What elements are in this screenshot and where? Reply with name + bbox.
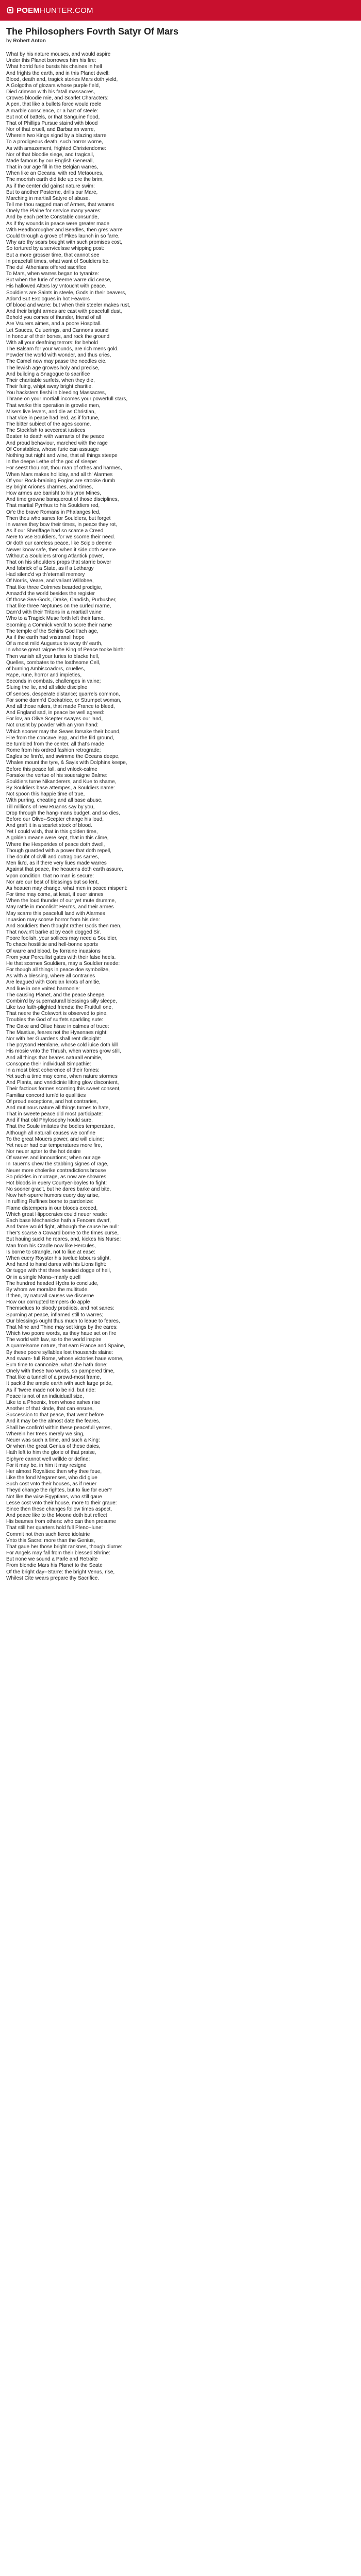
poem-line: When like an Oceans, with red Metaoures, [6, 171, 104, 177]
poem-line: Then thou who sanes for Souldiers, but forget [6, 515, 111, 521]
poem-line: Or tugge with that three headed dogge of hell, [6, 1268, 111, 1274]
poem-line: With purring, cheating and all base abuse, [6, 798, 103, 804]
poem-line: Of sences, desperate distance; quarrels common, [6, 691, 120, 697]
poem-line: Since then these changes follow times aspect, [6, 1506, 112, 1512]
poem-line: Or'e the brave Romans in Phalanges led, [6, 509, 101, 515]
poem-line: Is borne to strangle, not to liue at ease: [6, 1249, 95, 1255]
poem-line: Newer know safe, then when it side doth seeme [6, 547, 116, 553]
poem-line: Or doth our careless peace, like Scipio deeme [6, 540, 112, 547]
poem-line: Though guarded with a power that doth repell, [6, 848, 112, 854]
site-header [0, 0, 361, 21]
poem-line: Forsake the vertue of his soueraigne Balme: [6, 772, 108, 778]
poem-line: That neere the Colewort is observed to pine, [6, 1011, 108, 1017]
poem-line: Such cost vnto their houses, as if neuer [6, 1481, 97, 1487]
poem-line: Of Norris, Veare, and valiant Willobee, [6, 578, 94, 584]
logo-text-bold: POEM [17, 6, 40, 15]
poem-line: To a prodigeous death, such horror worne, [6, 139, 103, 145]
poem-line: Which great Hippocrates could neuer reade: [6, 1211, 107, 1217]
poem-line: For it may be, in him it may resigne [6, 1462, 87, 1468]
poem-line: A golden meane were kept, that in this clime, [6, 835, 109, 841]
poem-line: Men liu'd, as if there very liues made warres [6, 860, 107, 867]
poem-line: Of your Rock-braining Engins are strooke dumb [6, 478, 116, 484]
poem-line: Their factious formes scorning this sweet consent, [6, 1086, 121, 1092]
poem-line: Familiar concord turn'd to quallities [6, 1092, 86, 1098]
poem-line: From your Percullist gates with their false heels. [6, 954, 116, 960]
poem-line: From blondie Mars his Planet to the Seate [6, 1563, 103, 1569]
poem-line: By bright Ariones charmes, and times, [6, 484, 93, 490]
poem-line: For time may come, at least, if euer sinnes [6, 892, 104, 898]
poem-line: That like a tunnell of a prowd-most frame, [6, 1375, 101, 1381]
poem-line: To Mars, when warres began to tyranize: [6, 271, 100, 277]
poem-line: Who to a Tragick Muse forth left their fame, [6, 616, 105, 622]
poem-line: Vpon condition, that no man is secure: [6, 873, 94, 879]
poem-line: That martial Pyrrhus to his Souldiers red, [6, 503, 100, 509]
poem-line: Scorning a Comnick verdit to score their name [6, 622, 112, 628]
poem-line: Like to a Phoenix, from whose ashes rise [6, 1399, 101, 1405]
poem-line: In a most blest coherence of their fomes: [6, 1067, 100, 1073]
poem-line: Of warres and innouations; when our age [6, 1155, 101, 1161]
poem-line: That vice in peace had lerd, as if fortune, [6, 415, 100, 421]
poem-line: Which sooner may the Seaes forsake their bound, [6, 728, 121, 735]
poem-line: Drop through the hang-mans budget, and so dies, [6, 810, 120, 816]
poem-line: And fabrick of a State, as if a Lethargy [6, 566, 94, 572]
poem-line: Nor with her Guardens shall rent dispight: [6, 1036, 101, 1042]
poem-line: Marching in martiall Satyre of abuse. [6, 195, 90, 201]
poem-line: Are leagued with Gordian knots of amitie, [6, 979, 101, 986]
poem-line: When the loud thunder of our yet mute drumme, [6, 898, 116, 904]
poem-line: With Headborougher and Beadles, then gres warre [6, 227, 123, 233]
poem-line: Inuasion may scorse horror from his den: [6, 917, 100, 923]
poem-line: And building a Snagogue to sacrifice [6, 371, 90, 377]
poem-line: So prickles in murrage, as now are showres [6, 1174, 106, 1180]
poem-line: To the great Mouers power, and will diuine; [6, 1136, 104, 1142]
poem-line: The lewish age growes holy and precise, [6, 365, 100, 371]
poem-line: The Stockfish to sevcerest iustices [6, 428, 86, 434]
poem-line: Now heh-spurre humors euery day arise, [6, 1193, 100, 1199]
poem-line: As with amazement, frighted Christendome: [6, 145, 106, 151]
poem-line: May scarre this peacefull land with Alarmes [6, 910, 105, 917]
poem-line: With all your deafning terrors: for behold [6, 340, 98, 346]
poem-line: In the deepe Lethe of the god of sleepe: [6, 459, 97, 465]
poem-line: Or when the great Genius of these daies, [6, 1444, 101, 1450]
poem-line: Tell me thou ragged man of Armes, that weares [6, 202, 114, 208]
poem-line: As if the center did gainst nature swim: [6, 183, 95, 189]
poem-line: Peace is not of an indiuiduall size, [6, 1393, 84, 1399]
poem-line: But when the furie of steerne warre did cease, [6, 277, 112, 283]
poem-line: Whilest Cite wears prepare thy Sacrifice. [6, 1575, 100, 1581]
poem-line: Behold you comes of thunder, friend of all [6, 315, 102, 321]
poem-line: His beames from others: who can then presume [6, 1519, 116, 1525]
poem-line: Crowes bloodie mie, and Scarlet Characters: [6, 95, 109, 101]
poem-line: Onely the Plaine for service many yeares: [6, 208, 102, 214]
poem-line: Blood, death and, tragick stories Mars doth yield, [6, 76, 118, 82]
poem-line: Or in a single Mona--manly quell [6, 1274, 80, 1280]
poem-line: Troubles the God of surfets sparkling sute: [6, 1017, 104, 1023]
poem-line: Onely with these two words, so pampered time, [6, 1368, 115, 1375]
poem-line: Rape, rune, horror and impieties, [6, 672, 82, 679]
poem-line: The world with law, so to the world inspire [6, 1337, 102, 1343]
poem-line: What horrid furie bursts his chaines in hell [6, 64, 102, 70]
poem-line: Eu'n time to cannonize, what she hath done: [6, 1362, 108, 1368]
poem-line: The doubt of civill and outragious sarres, [6, 854, 100, 860]
poem-line: Eagles be finn'd, and swimme the Oceans deepe, [6, 754, 120, 760]
poem-line: A marble conscience, or a hart of steele: [6, 108, 99, 114]
poem-line: And Plants, and vnridicinie lifting glow discontent, [6, 1080, 119, 1086]
poem-line: Siphyre cannot well wrillde or define: [6, 1456, 90, 1462]
poem-line: But to another Posterne, drills our Mare, [6, 189, 98, 195]
poem-line: Wherein two Kings signd by a blazing starre [6, 133, 107, 139]
poem-body [6, 52, 355, 1582]
poem-line: Could through a grove of Pikes launch in so farre. [6, 233, 120, 239]
poem-line: A pen, that like a bullets force would reele [6, 101, 102, 108]
poem-line: Before our Olive--Scepter change his loud, [6, 816, 104, 822]
poem-line: And England sad, in peace be well agreed: [6, 710, 105, 716]
poem-line: And hand to hand dares with his Lions fight: [6, 1262, 107, 1268]
poem-line: But not of battels, or that Sanguine flood, [6, 114, 100, 120]
logo-icon [7, 7, 13, 13]
poem-line: In warres they bow their times, in peace they rot, [6, 521, 118, 528]
poem-line: That like three Colmnes bearded prodigie, [6, 584, 103, 590]
poem-line: Yet I could wish, that in this golden time, [6, 829, 98, 835]
poem-line: Till millions of new Ruanns say by you, [6, 804, 95, 810]
poem-line: The dull Athenians offered sacrifice [6, 264, 87, 270]
poem-line: Nor of that bloodie siege, and tragicall, [6, 151, 94, 158]
poem-line: Of proud exceptions, and hot contraries, [6, 1098, 98, 1105]
poem-line: Like two faith-plighted friends: the Fruitfull one, [6, 1005, 113, 1011]
poem-line: Neuer more cholerike contradictions brouse [6, 1167, 106, 1174]
poem-title: The Philosophers Fovrth Satyr Of Mars [6, 26, 179, 37]
poem-line: Not like the wise Egyptians, who still gaue [6, 1494, 102, 1500]
poem-line: That in our age fill in the Belgian warres, [6, 164, 99, 171]
poem-line: And time growne banquerout of those disciplines, [6, 497, 119, 503]
poem-line: That Mine and Thine may set kings by the eares: [6, 1324, 118, 1330]
poem-line: As if the earth had vnstranall hope [6, 634, 85, 640]
poem-content [0, 21, 361, 1582]
poem-line: For lov, an Olive Scepter swayes our land, [6, 716, 103, 722]
poem-line: Made famous by our English Generall, [6, 158, 94, 164]
poem-line: The Mastiue, feares not the Hyaenaes night: [6, 1029, 108, 1036]
poem-line: Are Vsurers aimes, and a poore Hospitall. [6, 321, 102, 327]
poem-line: Rome from his ordred fashion retrograde; [6, 748, 101, 754]
poem-line: Although all naturall causes we confine [6, 1130, 95, 1136]
poem-line: Fire from the concave lepp, and the fild ground, [6, 735, 114, 741]
poem-line: He that scornes Souldiers, may a Souldier neede: [6, 960, 120, 967]
poem-line: Like the fond Megarenses, who did giue [6, 1475, 97, 1481]
poem-line: Sluing the lie, and all slide disciplne [6, 685, 88, 691]
poem-line: Consopne their individuall Simpathie: [6, 1061, 91, 1067]
poem-line: Dam'd with their Tritons in a martiall vaine [6, 609, 102, 616]
poem-line: As heauen may change, what men in peace mispent: [6, 885, 128, 891]
poem-line: In peacefull times, what want of Souldiers be. [6, 258, 110, 264]
poem-line: As with a blessing, where all contraries [6, 973, 95, 979]
poem-line: of burning Ambiscoadors, cruelles, [6, 666, 85, 672]
logo-text-thin: HUNTER.COM [39, 6, 93, 15]
poem-line: Not crusht by powder with an yron hand: [6, 722, 99, 728]
poem-line: That the Soule imitates the bodies temperature, [6, 1124, 115, 1130]
poem-line: Of a most mild Augustus to sway th' earth, [6, 641, 103, 647]
poem-line: Nor neuer apter to the hot desire [6, 1149, 81, 1155]
poem-line: Seconds in combats, challenges in vaine; [6, 679, 101, 685]
poem-line: No sooner grac't, but he dares barke and bite, [6, 1187, 111, 1193]
poem-line: Ther's scarse a Coward borne to the times curse, [6, 1230, 119, 1236]
poem-line: As if thy wounds in peace were greater made [6, 221, 110, 227]
poem-line: And swarn- full Rome, whose victories haue worne, [6, 1355, 124, 1362]
poem-line: Why are thy scars bought with such promises cost, [6, 240, 123, 246]
poem-line: Nor of that cruell, and Barbarian warre, [6, 127, 95, 133]
poem-line: Commit not then such fierce idolatrie [6, 1531, 90, 1537]
poem-line: Powder the world with wonder, and thus cries, [6, 352, 111, 359]
poem-line: The bitter subiect of the ages scorne. [6, 421, 91, 428]
poem-line: By whom we moralize the multitude. [6, 1286, 89, 1293]
poem-line: Where the Hesperides of peace doth dwell, [6, 841, 105, 848]
poem-line: In ruffling Ruffines borne to pardonize: [6, 1199, 94, 1205]
poem-line: And their bright armes are cast with peacefull dust, [6, 309, 122, 315]
poem-line: Of warre and blood, by forraine inuasions [6, 948, 101, 954]
poem-line: Our blessings ought thus much to leaue to feares, [6, 1318, 120, 1324]
poem-line: Nere to vse Souldiers, for we scorne their need. [6, 534, 116, 540]
poem-line: That warke this operation in growlie men, [6, 402, 101, 409]
poem-line: Combin'd by supernaturall blessings silly sleepe, [6, 998, 117, 1004]
poem-line: Of Constables, whose furie can assuage [6, 446, 99, 452]
poem-line: That gaue her those bright ranknes, though diurne: [6, 1544, 123, 1550]
poem-line: That on his shoulders props that starrie bower [6, 559, 111, 565]
byline-prefix: by [6, 38, 13, 44]
poem-line: In honour of their bones, and rock the ground [6, 333, 110, 340]
poem-line: The hundred headed Hydra to conclude, [6, 1280, 99, 1286]
poem-line: Another of that kinde, that can ensure, [6, 1406, 94, 1412]
poem-line: As if our Sheriffage had so scarce a Creed [6, 528, 104, 534]
poem-line: Beaten to death with warrants of the peace [6, 434, 105, 440]
poem-line: What by his nature mouses, and would aspire [6, 52, 111, 57]
poem-line: But a more grosser time, that cannot see [6, 252, 100, 258]
poem-line: For some damn'd Cockatrice, or Strumpet woman, [6, 697, 122, 703]
poem-line: Yet such a time may come, when nature stormes [6, 1074, 118, 1080]
poem-line: Had silenc'd vp th'eternall memory [6, 572, 85, 578]
poem-line: That now,n't barke at by each dogged Sir. [6, 929, 101, 936]
poem-line: And Souldiers then thought rather Gods then men, [6, 923, 122, 929]
poem-line: Hot bloods in euery Courtyer-boyles to fight: [6, 1180, 107, 1186]
poem-line: Not spoon this happie time of true, [6, 791, 85, 798]
poem-line: That like three Neptunes on the curled marne, [6, 603, 111, 609]
poem-line: Without a Souldiers strong Atlantick power, [6, 553, 104, 559]
poem-line: Each base Mechanicke hath a Fencers dwarf, [6, 1217, 111, 1224]
poem-line: Her almost Royalties: then why thee feue, [6, 1468, 102, 1475]
poem-line: And fame would fight, although the cause be null: [6, 1224, 119, 1230]
poem-line: Succession to that peace, that went before [6, 1412, 104, 1418]
poem-line: Died crimson with his fatall massacres, [6, 89, 95, 95]
poem-line: The Oake and Oliue hisse in calmes of truce: [6, 1023, 109, 1029]
poem-line: Of those Sea-Gods, Drake, Candish, Purbusher, [6, 597, 117, 603]
poem-line: The causing Planet, and the peace sheepe, [6, 992, 106, 998]
author-link[interactable]: Robert Anton [13, 38, 46, 44]
poem-line: And proud behaviour, marched with the rage [6, 440, 108, 446]
poem-line: A quarrelsome nature, that earn France and Spaine, [6, 1343, 125, 1349]
poem-line: Their charitable surfets, when they die, [6, 377, 95, 383]
poem-line: But hauing suckt he roares, and, kickes his Nurse: [6, 1236, 121, 1243]
poem-line: To chace hostilitie and hell-bonne sports [6, 942, 98, 948]
poem-line: For seest thou not, thou man of othes and harmes, [6, 465, 122, 471]
poem-line: Wherein her trees merely we sing, [6, 1431, 85, 1437]
poem-line: For Angels may fall from their blessed Shrine: [6, 1550, 110, 1556]
poem-line: How our corrupted tempers do apple [6, 1299, 90, 1306]
poem-line: If then, by naturall causes we discerne [6, 1293, 94, 1299]
poem-line: By Souldiers base attempes, a Souldiers name: [6, 785, 115, 791]
poem-line: Their fuing, whipt away bright charitie. [6, 384, 93, 390]
poem-line: Which two poore words, as they haue set on fire [6, 1331, 117, 1337]
poem-line: Before this peace fall, and vnlock-calme [6, 766, 97, 772]
poem-line: Hath left to him the glorie of that praise, [6, 1450, 96, 1456]
poem-line: Yet neuer had our temperatures more fire, [6, 1142, 102, 1148]
poem-line: And liue in one vnited harmonie: [6, 986, 80, 992]
poem-line: Man from his Cradle now like Hercules, [6, 1243, 96, 1249]
poem-line: By these poore syllables lost thousands slaine: [6, 1349, 113, 1355]
poem-line: And by each petite Constable consunde, [6, 214, 99, 221]
poem-line: When euery Royster his twelue labours slight, [6, 1256, 111, 1261]
poem-line: Whales mount the tyre, & Sayls with Dolphins keepe, [6, 760, 127, 766]
poem-line: Vnto this Sacre: more than the Genius, [6, 1537, 95, 1544]
poem-line: The temple of the Sehiris God I'ach age, [6, 628, 99, 634]
poem-line: When Mars makes holliday, and all th' Alarmes [6, 471, 113, 478]
poem-line: And frights the earth, and in this Planet dwell: [6, 70, 110, 76]
poem-line: You hacksters fleshi in bleeding Massacres, [6, 390, 106, 396]
poem-line: And it may be the almost date the feares, [6, 1418, 101, 1425]
poem-line: And all those rulers, that made France to bleed, [6, 703, 115, 709]
poem-line: Neuer was such a time, and such a King: [6, 1437, 100, 1443]
poem-line: Misers live levers, and die as Christian, [6, 409, 96, 415]
poem-line: Amazd'd the world besides the register [6, 590, 95, 597]
poem-line: Souldiers turne Nikanderers, and Kue to shame, [6, 778, 117, 785]
poem-line: And mutinous nature all things turnes to hate, [6, 1105, 110, 1111]
poem-line: Then vanish all your furies to blacke hell, [6, 653, 100, 659]
poem-line: Theyd change the rightes, but to liue for euer? [6, 1487, 112, 1494]
poem-line: Of blood and warre: but when their steeler makes rust, [6, 302, 130, 308]
poem-line: Poore foolish, your sollices may need a Souldier, [6, 936, 118, 942]
poem-line: Nor are our best of blessings but so lent, [6, 879, 99, 885]
poem-line: For though all things in peace doe symbolize, [6, 967, 110, 973]
poem-line: The poysond Hemlane, whose cold iuice doth kill [6, 1042, 118, 1048]
poem-line: So tortured by a servicelsse whipping post: [6, 246, 105, 252]
poem-line: Souldiers are Saints in steele, Gods in their beavers, [6, 290, 126, 296]
poem-line: Nothing but night and wine, that all things steepe [6, 453, 118, 459]
poem-line: But none we sound a Parle and Retraite [6, 1556, 98, 1563]
poem-line: Themselues to bloody prodiiots, and hot sanes: [6, 1306, 114, 1312]
poem-line: That still her quarters hold full Plenc--lune: [6, 1525, 103, 1531]
poem-line: And graft it in a scarlet stock of blood. [6, 823, 92, 829]
poem-line: Lesse cost vnto their house, more to their graue: [6, 1500, 117, 1506]
poem-line: Be tumbled from the center, all that's made [6, 741, 104, 747]
poem-line: The moorish earth did tide up ore the brim, [6, 177, 104, 183]
poem-line: In whose great raigne the King of Peace tooke birth: [6, 647, 125, 653]
poem-line: Flame distempers in our bloods exceed, [6, 1205, 98, 1211]
poem-line: The Camel now may passe the needles eie. [6, 359, 107, 365]
poem-line: Ador'd But Exologues in hot Feavors [6, 296, 90, 302]
poem-line: His mosie vnto the Thrush, when warres grow still, [6, 1048, 121, 1055]
poem-line: A Golgotha of glozars whose purple field, [6, 82, 100, 89]
poem-line: Quelles, combates to the loathsome Cell, [6, 659, 101, 666]
poem-line: In Tauerns chew the stabbing signes of rage, [6, 1161, 109, 1167]
poem-line: Against that peace, the heauens doth earth assure, [6, 867, 123, 873]
poem-line: And if that old Phylosophy hould sure, [6, 1117, 93, 1124]
poem-line: It pack'd the ample earth with such large pride, [6, 1381, 113, 1387]
poem-line: As if 'twere made not to be rid, but ride: [6, 1387, 96, 1393]
site-logo[interactable] [7, 6, 93, 15]
poem-line: That in sweete peace did most participate: [6, 1111, 103, 1117]
poem-line: Under this Planet borrowes him his fire: [6, 58, 96, 64]
poem-line: The Balsam for your wounds, are rich mens gold. [6, 346, 119, 352]
poem-line: That of Phillips Pursue staind with blood [6, 120, 98, 126]
poem-line: May rattle in moonlisht Heu'ns, and their armes [6, 904, 114, 910]
poem-line: Let Sauces, Culuerings, and Cannons sound [6, 327, 109, 333]
poem-line: His hallowed Altars lay vntoucht with peace. [6, 283, 106, 290]
poem-line: And peace like to the Moone doth but reflect [6, 1513, 107, 1519]
poem-line: How armes are banisht to his yron Mines, [6, 490, 101, 497]
poem-line: Thrane on your mortiall incomes your powerfull stars, [6, 396, 128, 402]
poem-line: Spurning at peace, inflamed still to warres; [6, 1312, 104, 1318]
poem-line: Shall be confin'd within these peacefull yerres, [6, 1425, 112, 1431]
poem-line: Of the bright day--Starre: the bright Venus, rise, [6, 1569, 115, 1575]
poem-line: And all things that beares naturall enmitie, [6, 1055, 103, 1061]
byline [6, 38, 355, 44]
